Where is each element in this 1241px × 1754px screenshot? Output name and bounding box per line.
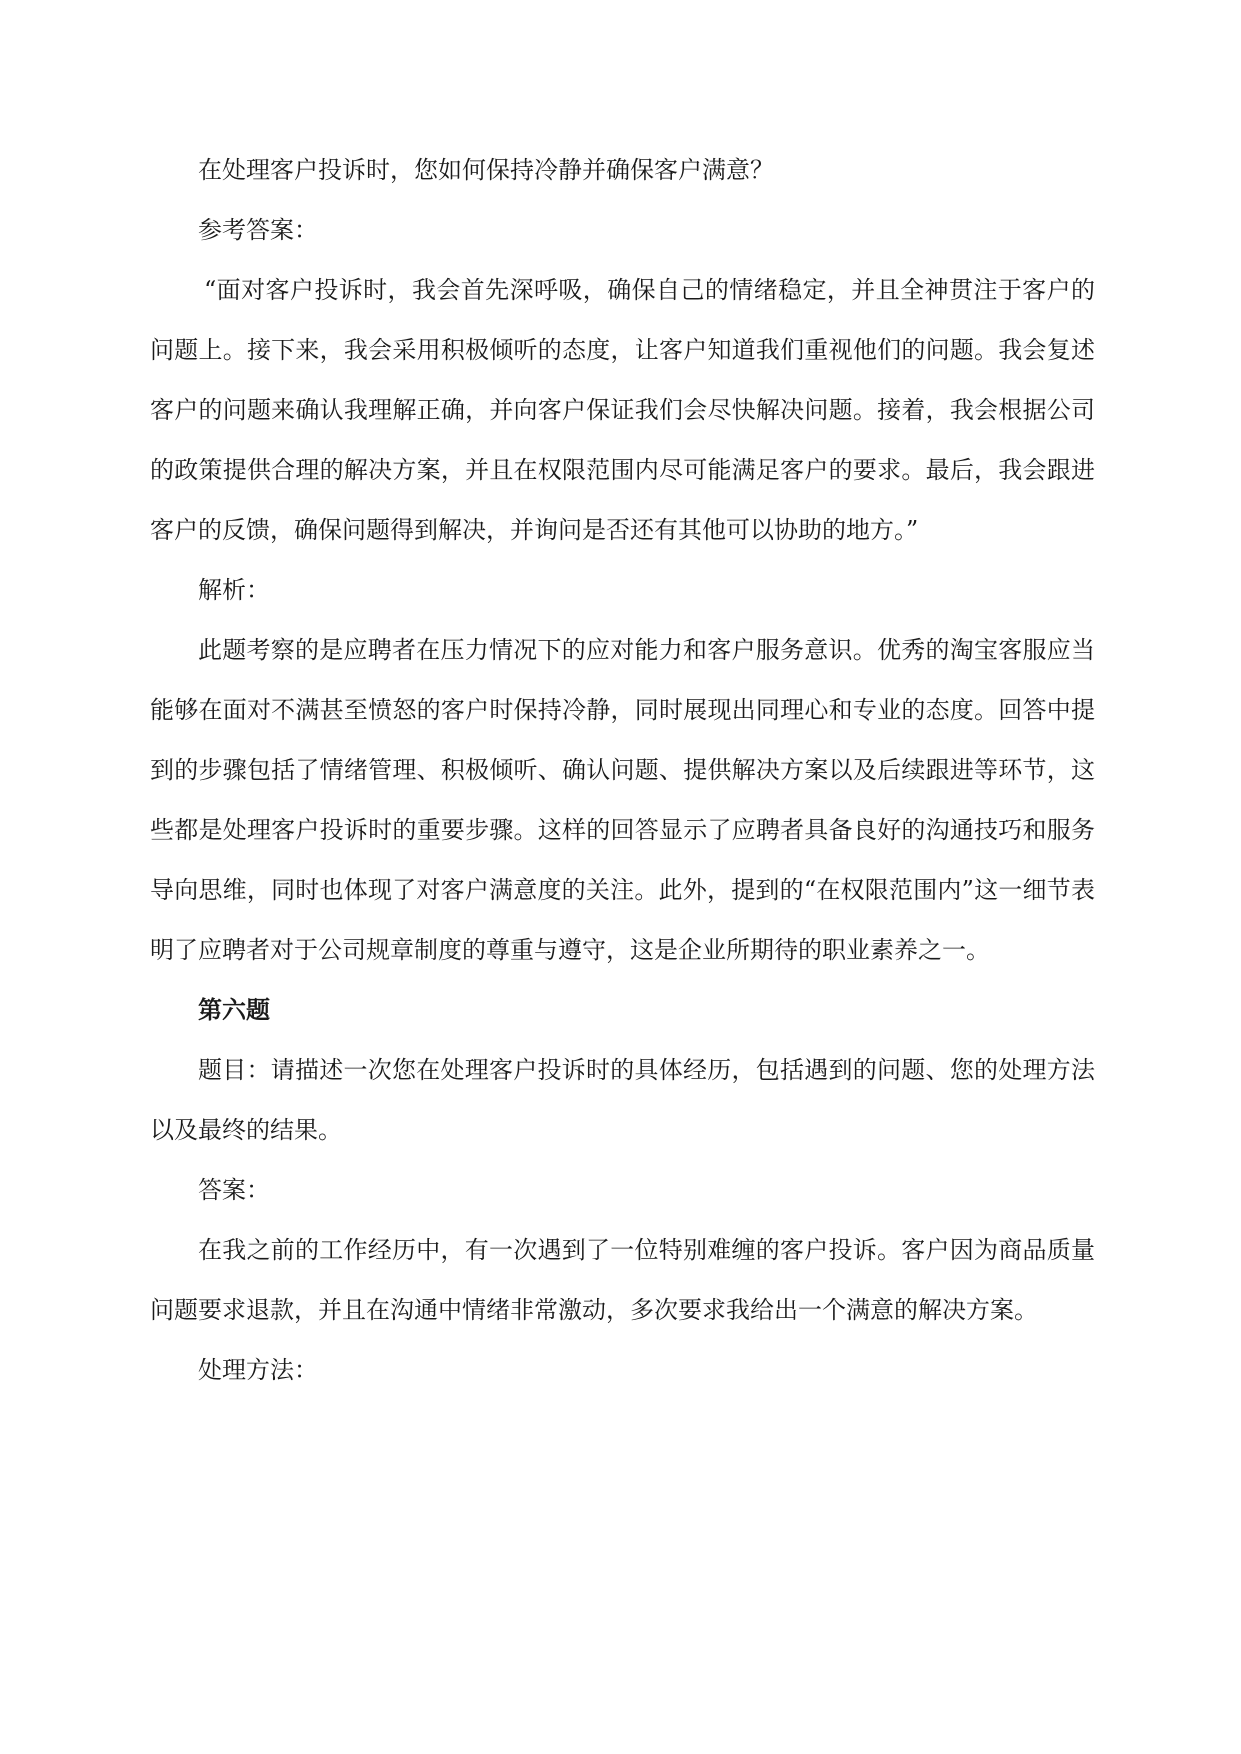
analysis-text: 此题考察的是应聘者在压力情况下的应对能力和客户服务意识。优秀的淘宝客服应当能够在面对不满甚至愤怒的客户时保持冷静，同时展现出同理心和专业的态度。回答中提到的步骤包括了情绪管理、积极倾听、确认问题、提供解决方案以及后续跟进等环节，这些都是处理客户投诉时的重要步骤。这样的回答显示了应聘者具备良好的沟通技巧和服务导向思维，同时也体现了对客户满意度的关注。此外，提到的“在权限范围内”这一细节表明了应聘者对于公司规章制度的尊重与遵守，这是企业所期待的职业素养之一。 [150, 636, 1095, 964]
reference-answer-label: 参考答案： [198, 216, 318, 244]
document-body [150, 140, 1095, 1400]
question-text: 在处理客户投诉时，您如何保持冷静并确保客户满意？ [198, 156, 774, 184]
answer-label: 答案： [198, 1176, 270, 1204]
answer-text: 在我之前的工作经历中，有一次遇到了一位特别难缠的客户投诉。客户因为商品质量问题要求退款，并且在沟通中情绪非常激动，多次要求我给出一个满意的解决方案。 [150, 1236, 1095, 1324]
question-prompt: 题目：请描述一次您在处理客户投诉时的具体经历，包括遇到的问题、您的处理方法以及最终的结果。 [150, 1056, 1095, 1144]
method-label: 处理方法： [198, 1356, 318, 1384]
section-heading: 第六题 [198, 996, 270, 1024]
analysis-label: 解析： [198, 576, 270, 604]
reference-answer-text: “面对客户投诉时，我会首先深呼吸，确保自己的情绪稳定，并且全神贯注于客户的问题上。接下来，我会采用积极倾听的态度，让客户知道我们重视他们的问题。我会复述客户的问题来确认我理解正确，并向客户保证我们会尽快解决问题。接着，我会根据公司的政策提供合理的解决方案，并且在权限范围内尽可能满足客户的要求。最后，我会跟进客户的反馈，确保问题得到解决，并询问是否还有其他可以协助的地方。” [150, 276, 1095, 544]
